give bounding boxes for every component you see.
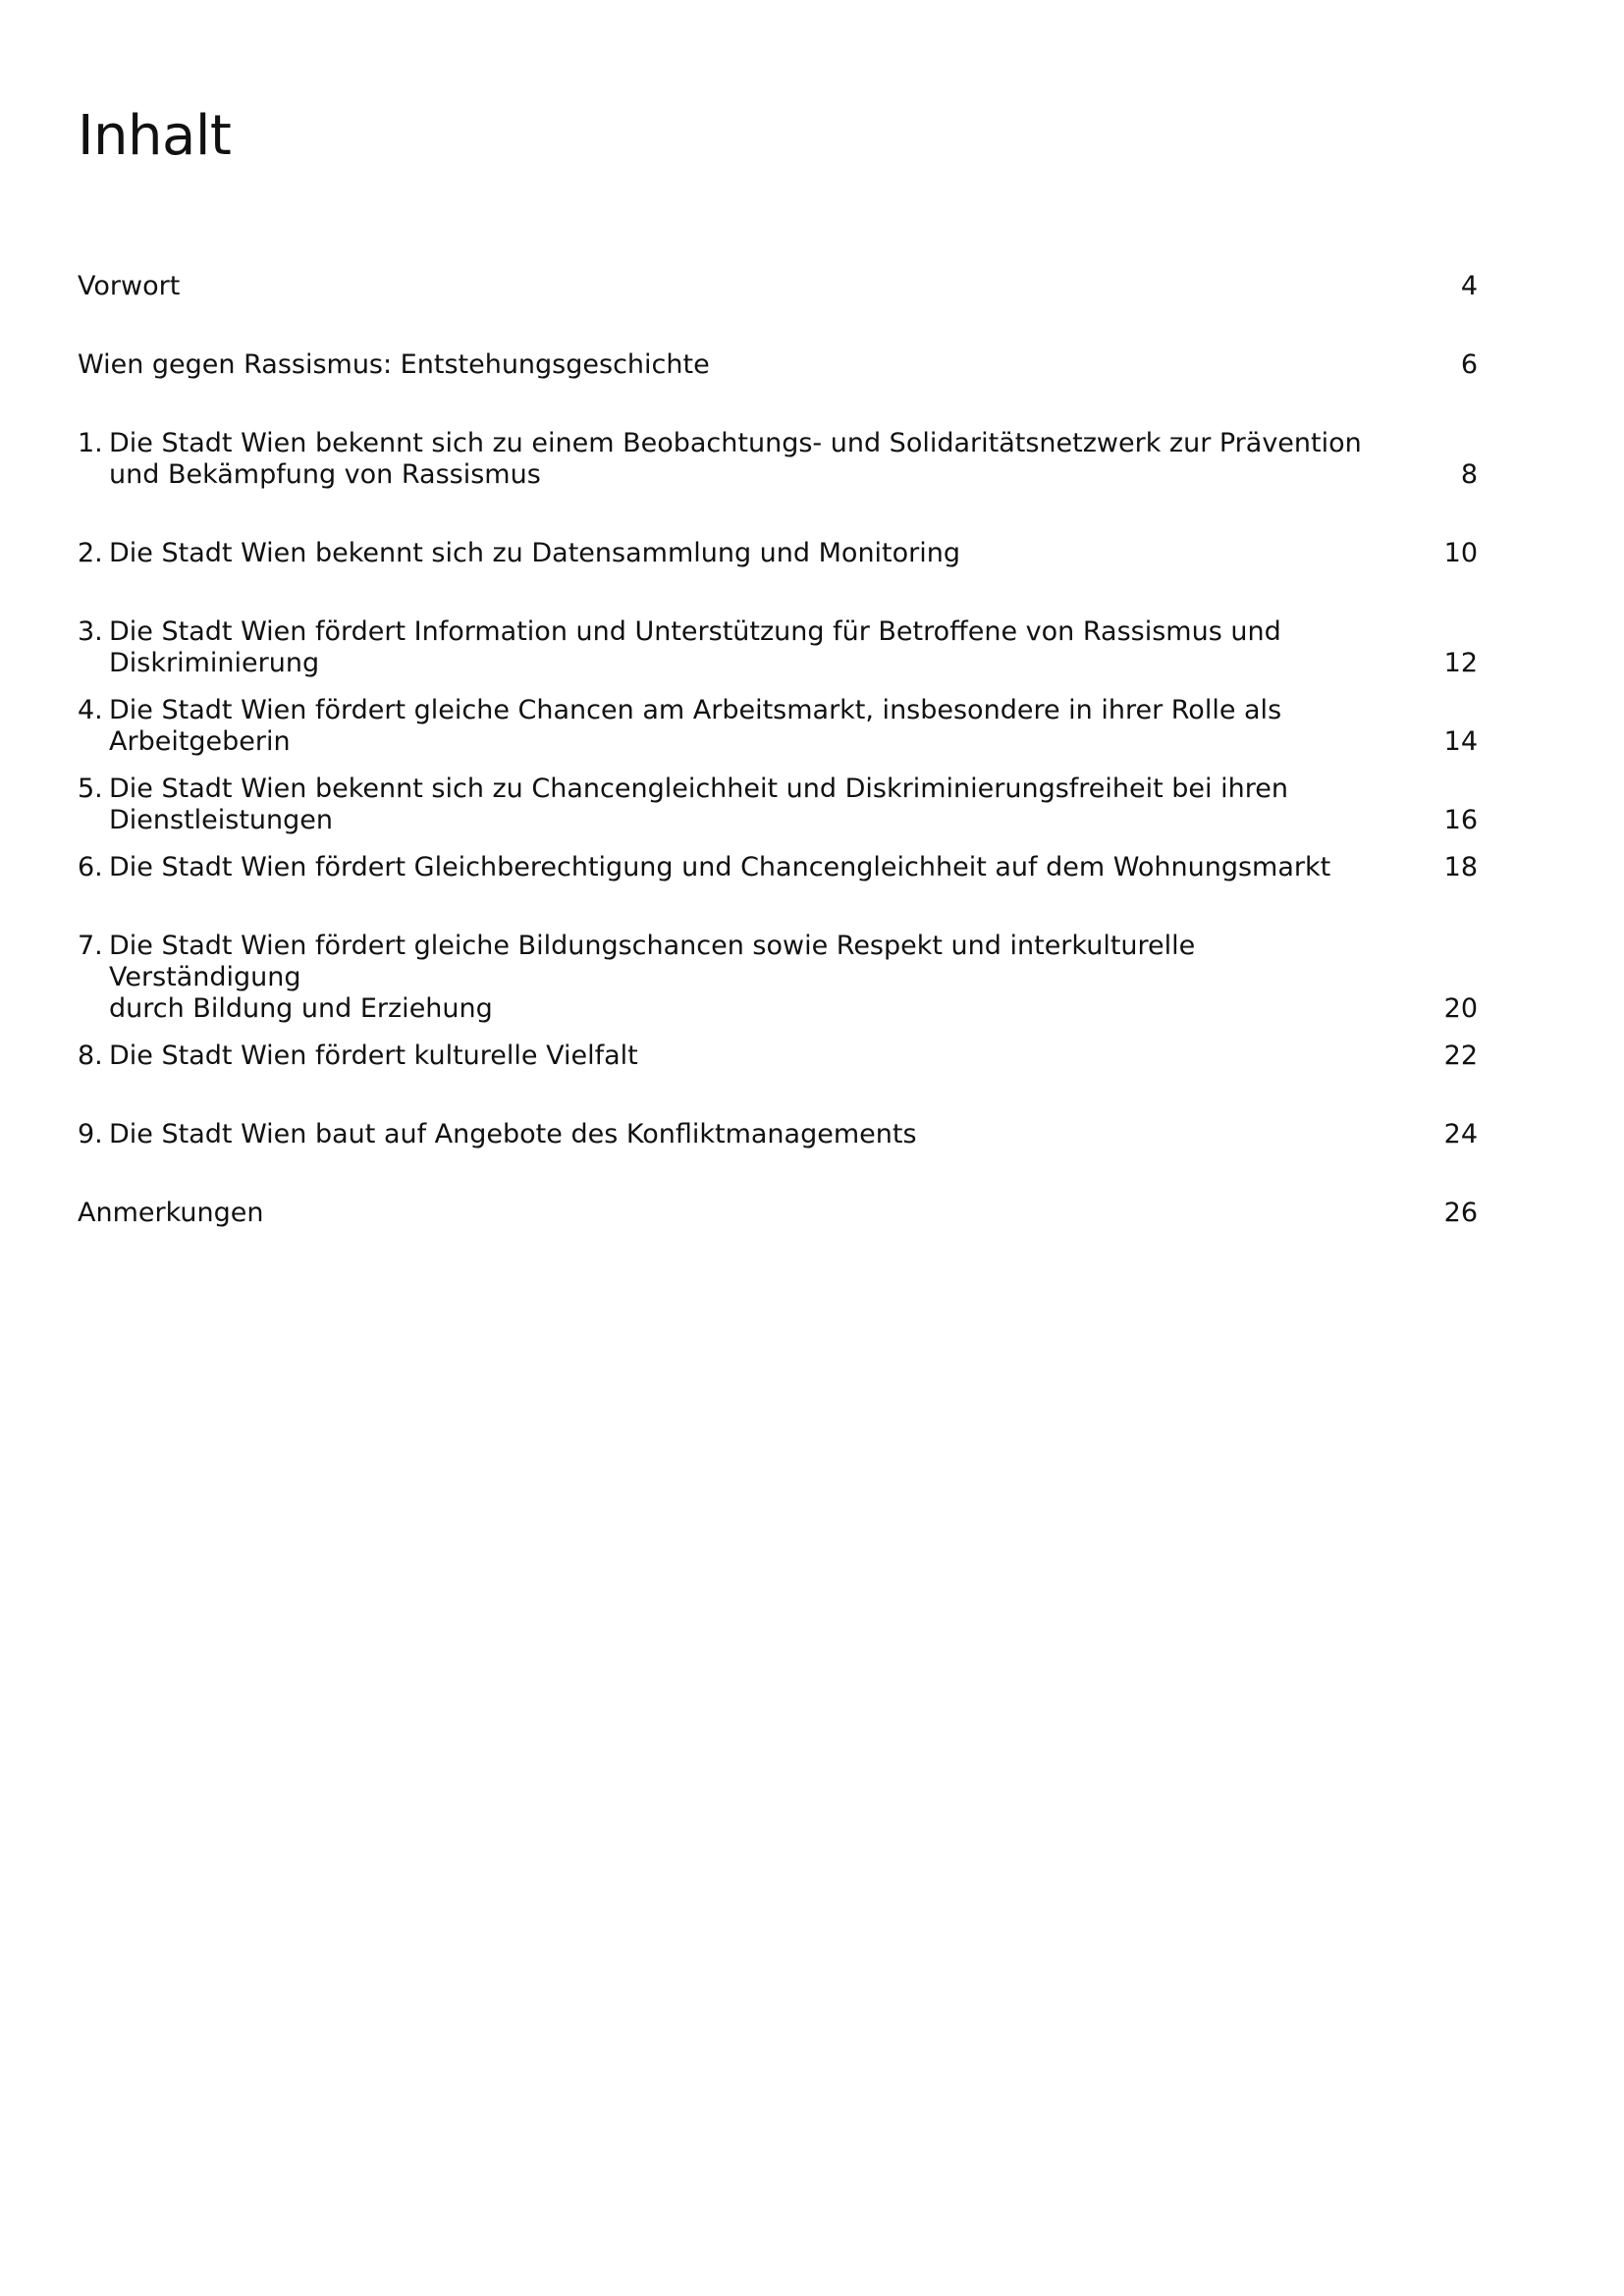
toc-entry-number: 4.	[78, 695, 103, 725]
toc-entry-8[interactable]	[78, 1041, 1478, 1072]
toc-page-number: 22	[1443, 1041, 1478, 1071]
toc-entry-text-line2: und Bekämpfung von Rassismus	[109, 459, 541, 490]
toc-entry-2[interactable]	[78, 538, 1478, 569]
toc-entry-3[interactable]	[78, 616, 1478, 679]
toc-entry-text: Die Stadt Wien fördert kulturelle Vielfalt	[109, 1041, 638, 1071]
toc-entry-text: Die Stadt Wien bekennt sich zu Chancengleichheit und Diskriminierungsfreiheit bei ihren Dienstleistungen	[109, 774, 1288, 835]
toc-entry-text: Anmerkungen	[78, 1198, 264, 1228]
toc-page-number: 14	[1443, 726, 1478, 757]
toc-page-number: 26	[1443, 1198, 1478, 1228]
toc-page-number: 6	[1460, 349, 1478, 380]
toc-entry-5[interactable]	[78, 774, 1478, 836]
toc-entry-number: 5.	[78, 774, 103, 804]
toc-entry-text: Die Stadt Wien fördert gleiche Bildungschancen sowie Respekt und interkulturelle Verständigung	[109, 931, 1196, 992]
page-title: Inhalt	[78, 104, 232, 168]
toc-entry-number: 2.	[78, 538, 103, 568]
toc-entry-number: 7.	[78, 931, 103, 961]
toc-entry-text: Wien gegen Rassismus: Entstehungsgeschichte	[78, 349, 710, 380]
toc-entry-text: Die Stadt Wien bekennt sich zu Datensammlung und Monitoring	[109, 538, 961, 568]
toc-entry-entstehungsgeschichte[interactable]	[78, 349, 1478, 381]
toc-entry-7[interactable]	[78, 931, 1478, 1025]
toc-page-number: 4	[1460, 271, 1478, 301]
toc-page-number: 8	[1460, 459, 1478, 490]
toc-page-number: 16	[1443, 805, 1478, 835]
toc-entry-text: Die Stadt Wien fördert Gleichberechtigung und Chancengleichheit auf dem Wohnungsmarkt	[109, 852, 1331, 882]
toc-entry-number: 1.	[78, 428, 103, 458]
toc-entry-text: Die Stadt Wien fördert Information und Unterstützung für Betroffene von Rassismus und Diskriminierung	[109, 616, 1281, 678]
toc-page-number: 20	[1443, 993, 1478, 1024]
toc-page-number: 24	[1443, 1119, 1478, 1149]
toc-page-number: 18	[1443, 852, 1478, 882]
toc-page-number: 12	[1443, 648, 1478, 678]
toc-entry-9[interactable]	[78, 1119, 1478, 1150]
toc-entry-6[interactable]	[78, 852, 1478, 883]
toc-entry-number: 8.	[78, 1041, 103, 1071]
toc-entry-1[interactable]	[78, 428, 1478, 491]
toc-entry-text-line2: durch Bildung und Erziehung	[109, 993, 493, 1024]
toc-entry-number: 6.	[78, 852, 103, 882]
toc-entry-text: Die Stadt Wien fördert gleiche Chancen am Arbeitsmarkt, insbesondere in ihrer Rolle als Arbeitgeberin	[109, 695, 1282, 757]
toc-entry-text: Vorwort	[78, 271, 181, 301]
toc-entry-text: Die Stadt Wien baut auf Angebote des Konfliktmanagements	[109, 1119, 917, 1149]
toc-entry-number: 3.	[78, 616, 103, 647]
toc-entry-4[interactable]	[78, 695, 1478, 758]
toc-entry-vorwort[interactable]	[78, 271, 1478, 302]
toc-entry-text: Die Stadt Wien bekennt sich zu einem Beobachtungs- und Solidaritätsnetzwerk zur Prävention	[109, 428, 1362, 458]
toc-entry-number: 9.	[78, 1119, 103, 1149]
toc-page-number: 10	[1443, 538, 1478, 568]
toc-entry-anmerkungen[interactable]	[78, 1198, 1478, 1229]
